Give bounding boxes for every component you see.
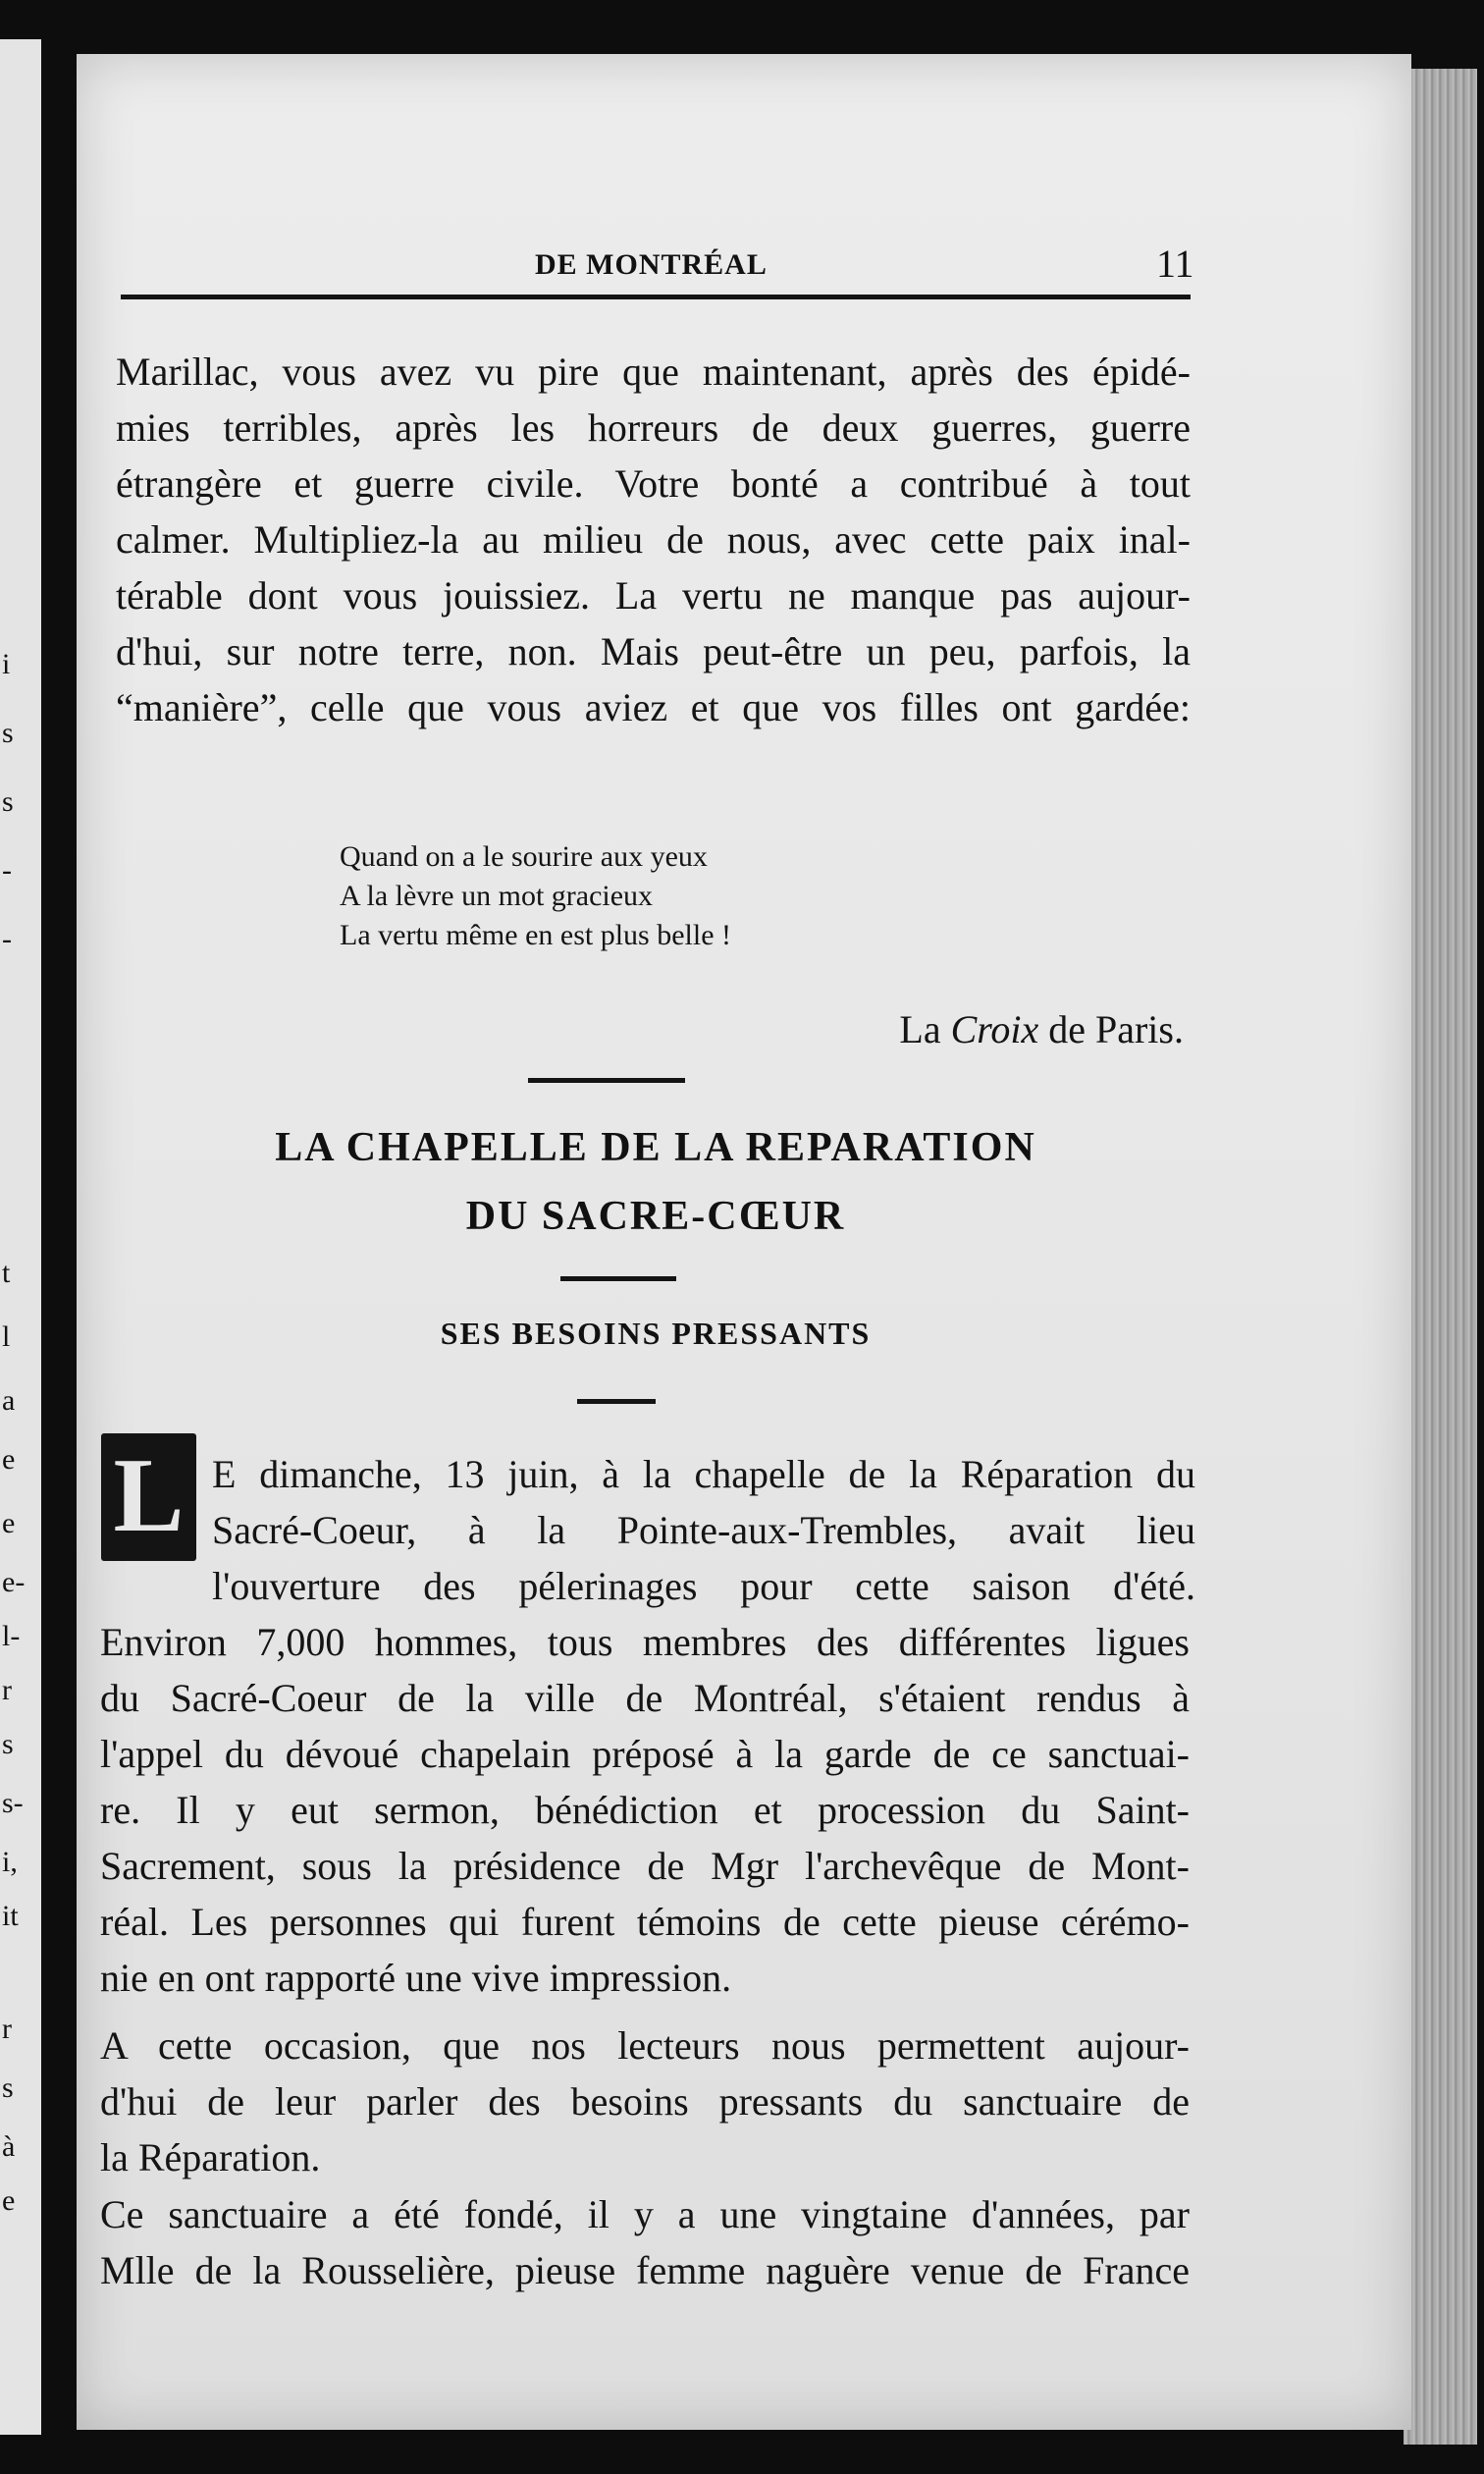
facing-page-fragment: l <box>2 1320 11 1353</box>
facing-page-fragment: r <box>2 2013 12 2045</box>
poem-line: Quand on a le sourire aux yeux <box>340 840 708 873</box>
text-line: Ce sanctuaire a été fondé, il y a une vingtaine d'années, par <box>100 2192 1190 2236</box>
text-line: Marillac, vous avez vu pire que maintenant, après des épidé- <box>116 350 1191 394</box>
text-line: térable dont vous jouissiez. La vertu ne manque pas aujour- <box>116 573 1191 618</box>
page-sheet <box>77 54 1411 2430</box>
book-page-edges <box>1404 69 1477 2445</box>
facing-page-fragment: i, <box>2 1846 18 1878</box>
page-number: 11 <box>1156 242 1194 286</box>
text-line: d'hui, sur notre terre, non. Mais peut-être un peu, parfois, la <box>116 629 1191 673</box>
facing-page-edge <box>0 39 41 2435</box>
facing-page-fragment: s <box>2 717 14 749</box>
text-line: réal. Les personnes qui furent témoins de cette pieuse cérémo- <box>100 1900 1190 1944</box>
facing-page-fragment: t <box>2 1257 11 1289</box>
facing-page-fragment: it <box>2 1900 19 1932</box>
attribution-prefix: La <box>899 1007 951 1051</box>
running-title: DE MONTRÉAL <box>535 248 768 281</box>
attribution-suffix: de Paris. <box>1038 1007 1184 1051</box>
attribution-publication: Croix <box>950 1007 1039 1051</box>
text-line: E dimanche, 13 juin, à la chapelle de la Réparation du <box>212 1452 1195 1496</box>
text-line: Sacré-Coeur, à la Pointe-aux-Trembles, avait lieu <box>212 1508 1195 1552</box>
facing-page-fragment: e <box>2 1507 16 1539</box>
text-line: Environ 7,000 hommes, tous membres des différentes ligues <box>100 1620 1190 1664</box>
article2-paragraph-1 <box>100 1614 1190 2006</box>
text-line: Mlle de la Rousselière, pieuse femme naguère venue de France <box>100 2248 1190 2292</box>
facing-page-fragment: e- <box>2 1566 26 1598</box>
facing-page-fragment: s- <box>2 1787 24 1819</box>
article1-paragraph <box>116 344 1191 735</box>
source-attribution <box>899 1006 1184 1052</box>
article2-paragraph-opening <box>212 1446 1195 1614</box>
article2-paragraph-2 <box>100 2017 1190 2185</box>
article-title-line-1: LA CHAPELLE DE LA REPARATION <box>275 1125 1036 1170</box>
poem-line: A la lèvre un mot gracieux <box>340 880 654 912</box>
article-title-line-2: DU SACRE-CŒUR <box>465 1194 846 1239</box>
text-line: Sacrement, sous la présidence de Mgr l'archevêque de Mont- <box>100 1844 1190 1888</box>
facing-page-fragment: s <box>2 1728 14 1760</box>
text-line: d'hui de leur parler des besoins pressants du sanctuaire de <box>100 2079 1190 2124</box>
section-divider <box>528 1078 685 1083</box>
article-subtitle: SES BESOINS PRESSANTS <box>440 1316 872 1351</box>
text-line: la Réparation. <box>100 2135 321 2179</box>
text-line: nie en ont rapporté une vive impression. <box>100 1956 732 2000</box>
facing-page-fragment: l- <box>2 1620 21 1652</box>
text-line: étrangère et guerre civile. Votre bonté a contribué à tout <box>116 461 1191 506</box>
facing-page-fragment: - <box>2 923 12 955</box>
facing-page-fragment: s <box>2 785 14 818</box>
poem-line: La vertu même en est plus belle ! <box>340 919 732 951</box>
facing-page-fragment: e <box>2 2184 16 2217</box>
text-line: mies terribles, après les horreurs de deux guerres, guerre <box>116 405 1191 450</box>
facing-page-fragment: e <box>2 1443 16 1476</box>
text-line: calmer. Multipliez-la au milieu de nous, avec cette paix inal- <box>116 517 1191 562</box>
title-divider <box>560 1276 676 1281</box>
text-line: A cette occasion, que nos lecteurs nous permettent aujour- <box>100 2023 1190 2068</box>
facing-page-fragment: à <box>2 2130 16 2163</box>
facing-page-fragment: - <box>2 854 12 887</box>
header-rule <box>121 295 1191 299</box>
text-line: l'appel du dévoué chapelain préposé à la garde de ce sanctuai- <box>100 1732 1190 1776</box>
text-line: du Sacré-Coeur de la ville de Montréal, s'étaient rendus à <box>100 1676 1190 1720</box>
facing-page-fragment: r <box>2 1674 12 1706</box>
facing-page-fragment: i <box>2 648 11 680</box>
subtitle-divider <box>577 1399 656 1404</box>
ornamental-drop-cap <box>101 1433 196 1561</box>
facing-page-fragment: s <box>2 2071 14 2104</box>
text-line: “manière”, celle que vous aviez et que vos filles ont gardée: <box>116 685 1191 729</box>
text-line: l'ouverture des pélerinages pour cette saison d'été. <box>212 1564 1195 1608</box>
poem-quote <box>340 837 731 955</box>
drop-cap-letter: L <box>113 1437 185 1554</box>
text-line: re. Il y eut sermon, bénédiction et procession du Saint- <box>100 1788 1190 1832</box>
article2-paragraph-3 <box>100 2186 1190 2298</box>
facing-page-fragment: a <box>2 1384 16 1417</box>
